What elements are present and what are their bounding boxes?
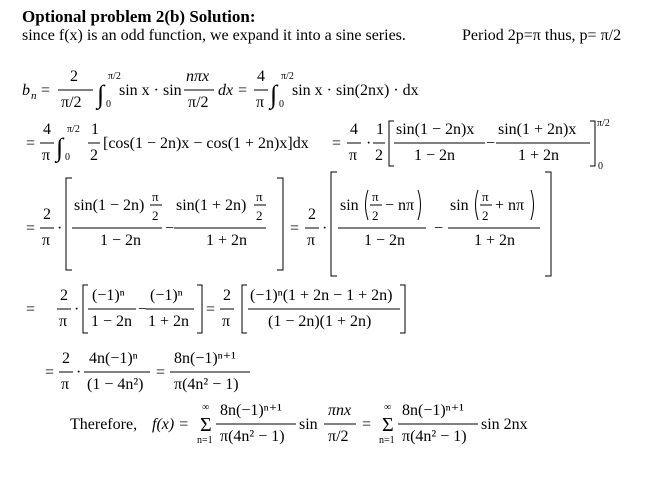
right-bracket — [277, 178, 283, 270]
svg-text:−: − — [486, 135, 496, 152]
d-den: (1 − 2n)(1 + 2n) — [268, 313, 372, 330]
sum-sign: Σ — [200, 414, 212, 436]
svg-text:2: 2 — [482, 208, 489, 223]
f1-num: 4 — [350, 121, 358, 138]
t2-den: 1 + 2n — [518, 147, 560, 164]
t2-num: sin(1 + 2n)x — [498, 121, 577, 138]
coef-den: π — [61, 376, 70, 393]
c1-num: (−1)ⁿ — [92, 287, 125, 304]
left-bracket — [331, 172, 337, 276]
e1-den: (1 − 4n²) — [87, 376, 144, 393]
left-bracket — [83, 285, 88, 333]
svg-text:=: = — [26, 301, 36, 318]
coef-num: 4 — [43, 121, 51, 138]
c2-num: (−1)ⁿ — [150, 287, 183, 304]
svg-text:=: = — [290, 220, 300, 237]
svg-text:2: 2 — [223, 287, 231, 304]
f1-den: π — [349, 147, 358, 164]
arg-num: nπx — [186, 68, 210, 85]
equation-5 — [45, 350, 250, 393]
d-num: (−1)ⁿ(1 + 2n − 1 + 2n) — [250, 287, 393, 304]
equation-1 — [22, 68, 419, 111]
b2-num: sin — [450, 197, 469, 214]
svg-text:=: = — [45, 364, 55, 381]
integrand: sin x · sin — [119, 82, 182, 99]
sum-sign: Σ — [382, 414, 394, 436]
int-lower: 0 — [106, 99, 111, 110]
a2-den: 1 + 2n — [206, 232, 248, 249]
coef-num: 2 — [62, 350, 70, 367]
svg-text:2: 2 — [256, 208, 263, 223]
e2-num: 8n(−1)ⁿ⁺¹ — [174, 350, 236, 367]
svg-text:=: = — [26, 220, 36, 237]
page-title: Optional problem 2(b) Solution: — [22, 7, 256, 26]
half-num: 1 — [91, 121, 99, 138]
sum-upper: ∞ — [202, 402, 210, 413]
b-symbol: b — [22, 82, 30, 99]
svg-text:=: = — [26, 135, 36, 152]
equation-3 — [26, 172, 551, 276]
coef-den: π — [59, 313, 68, 330]
f2-den: 2 — [375, 147, 383, 164]
eval-lower: 0 — [598, 161, 603, 172]
b1-num: sin — [340, 197, 359, 214]
right-bracket — [400, 285, 405, 333]
svg-text:=: = — [362, 416, 372, 433]
svg-text:−: − — [138, 301, 148, 318]
svg-text:π: π — [152, 189, 159, 204]
b2-den: 1 + 2n — [474, 232, 516, 249]
h-num: πnx — [328, 402, 352, 419]
svg-text:π(4n² − 1): π(4n² − 1) — [402, 428, 467, 445]
svg-text:=: = — [332, 135, 342, 152]
left-bracket — [66, 178, 72, 270]
coef-num: 2 — [70, 68, 78, 85]
g1-num: 8n(−1)ⁿ⁺¹ — [220, 402, 282, 419]
integrand-2: sin x · sin(2nx) · dx — [292, 82, 419, 99]
svg-text:2: 2 — [308, 206, 316, 223]
left-bracket — [242, 285, 247, 333]
half-den: 2 — [90, 147, 98, 164]
coef-den: π/2 — [61, 94, 82, 111]
a2-num: sin(1 + 2n) — [176, 197, 247, 214]
svg-text:2: 2 — [372, 208, 379, 223]
paren — [418, 190, 421, 220]
g1-den: π(4n² − 1) — [220, 428, 285, 445]
e1-num: 4n(−1)ⁿ — [89, 350, 138, 367]
svg-text:2: 2 — [152, 208, 159, 223]
b1-den: 1 − 2n — [364, 232, 406, 249]
c2-den: 1 + 2n — [148, 313, 190, 330]
svg-text:8n(−1)ⁿ⁺¹: 8n(−1)ⁿ⁺¹ — [402, 402, 464, 419]
right-bracket — [590, 121, 595, 166]
svg-text:π: π — [222, 313, 231, 330]
sin-tail: sin 2nx — [481, 416, 528, 433]
svg-text:·: · — [57, 220, 63, 237]
svg-text:π: π — [307, 232, 316, 249]
integral-sign: ∫ — [56, 133, 64, 162]
int-upper: π/2 — [281, 71, 294, 82]
svg-text:−: − — [434, 220, 444, 237]
b2-tail: + nπ — [495, 197, 525, 214]
svg-text:·: · — [366, 135, 372, 152]
eval-upper: π/2 — [597, 118, 610, 129]
f2-num: 1 — [376, 121, 384, 138]
sin-label: sin — [299, 416, 318, 433]
coef-num: 2 — [43, 206, 51, 223]
bracket-body: [cos(1 − 2n)x − cos(1 + 2n)x]dx — [103, 135, 309, 152]
svg-text:·: · — [322, 220, 328, 237]
coef2-den: π — [256, 94, 265, 111]
equals: = — [41, 82, 51, 99]
int-upper: π/2 — [108, 71, 121, 82]
period-note: Period 2p=π thus, p= π/2 — [462, 27, 622, 44]
svg-text:=: = — [206, 301, 216, 318]
svg-text:=: = — [156, 364, 166, 381]
coef-num: 2 — [60, 287, 68, 304]
svg-text:π: π — [482, 189, 489, 204]
a1-num: sin(1 − 2n) — [74, 197, 145, 214]
coef-den: π — [42, 232, 51, 249]
dx: dx — [218, 82, 234, 99]
paren — [531, 190, 534, 220]
equation-4 — [26, 285, 405, 333]
int-lower: 0 — [65, 152, 70, 163]
arg-den: π/2 — [188, 94, 209, 111]
svg-text:∞: ∞ — [384, 402, 392, 413]
svg-text:π: π — [256, 189, 263, 204]
b1-tail: − nπ — [385, 197, 415, 214]
fx-label: f(x) = — [152, 416, 189, 433]
equation-2 — [26, 118, 610, 172]
therefore-label: Therefore, — [70, 416, 138, 433]
b-subscript: n — [31, 90, 37, 102]
right-bracket — [197, 285, 202, 333]
int-upper: π/2 — [67, 124, 80, 135]
left-bracket — [389, 121, 394, 166]
intro-text: since f(x) is an odd function, we expand it into a sine series. — [22, 27, 406, 44]
svg-text:π: π — [372, 189, 379, 204]
equation-6 — [70, 402, 528, 446]
coef2-num: 4 — [257, 68, 265, 85]
svg-text:·: · — [76, 364, 82, 381]
svg-text:n=1: n=1 — [379, 435, 395, 446]
t1-num: sin(1 − 2n)x — [396, 121, 475, 138]
integral-sign: ∫ — [97, 80, 105, 109]
paren — [476, 190, 479, 220]
paren — [366, 190, 369, 220]
int-lower: 0 — [279, 99, 284, 110]
h-den: π/2 — [328, 428, 349, 445]
sum-lower: n=1 — [197, 435, 213, 446]
svg-text:·: · — [74, 301, 80, 318]
svg-text:=: = — [238, 82, 248, 99]
c1-den: 1 − 2n — [91, 313, 133, 330]
t1-den: 1 − 2n — [414, 147, 456, 164]
right-bracket — [545, 172, 551, 276]
integral-sign: ∫ — [270, 80, 278, 109]
coef-den: π — [42, 147, 51, 164]
e2-den: π(4n² − 1) — [174, 376, 239, 393]
a1-den: 1 − 2n — [100, 232, 142, 249]
svg-text:−: − — [165, 220, 175, 237]
